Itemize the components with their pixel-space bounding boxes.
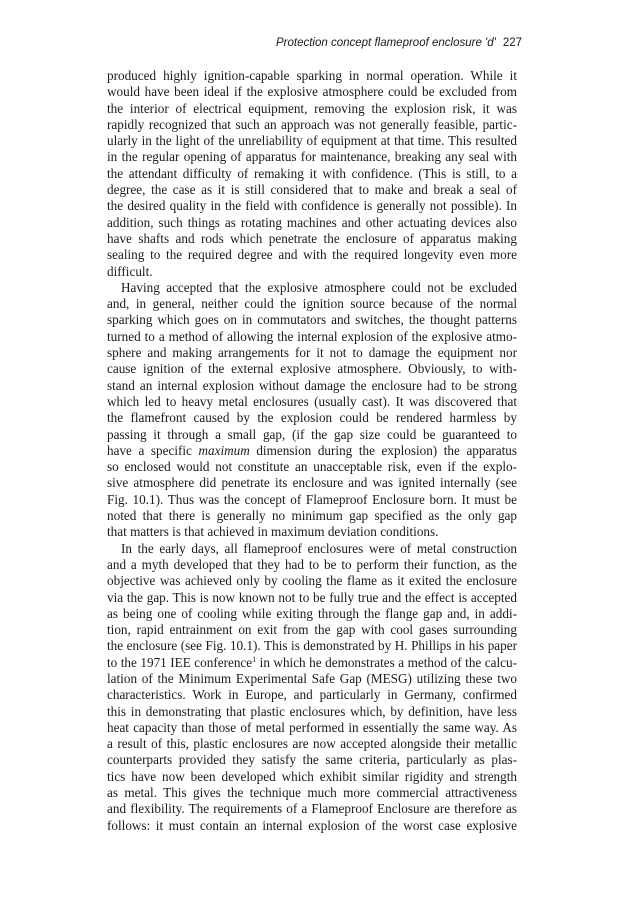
text-segment: in which he demonstrates a method of the calcu-: [256, 654, 517, 670]
text-line: cause ignition of the external explosive atmosphere. Obviously, to with-: [107, 361, 517, 377]
text-line: the enclosure (see Fig. 10.1). This is demonstrated by H. Phillips in his paper: [107, 638, 517, 654]
text-line: sealing to the required degree and with the required longevity even more: [107, 247, 517, 263]
text-line: stand an internal explosion without damage the enclosure had to be strong: [107, 377, 517, 393]
text-line: addition, such things as rotating machines and other actuating devices also: [107, 214, 517, 230]
text-line: would have been ideal if the explosive atmosphere could be excluded from: [107, 84, 517, 100]
text-line: passing it through a small gap, (if the gap size could be guaranteed to: [107, 426, 517, 442]
running-title: Protection concept flameproof enclosure 'd': [276, 37, 496, 49]
text-line: ularly in the light of the unreliability of equipment at that time. This resulted: [107, 133, 517, 149]
text-line: sive atmosphere did penetrate its enclosure and was ignited internally (see: [107, 475, 517, 491]
text-line: via the gap. This is now known not to be fully true and the effect is accepted: [107, 589, 517, 605]
text-line: heat capacity than those of metal performed in essentially the same way. As: [107, 719, 517, 735]
text-line: a result of this, plastic enclosures are now accepted alongside their metallic: [107, 736, 517, 752]
emphasis: maximum: [198, 442, 250, 458]
text-line: difficult.: [107, 263, 153, 279]
text-line: sparking which goes on in commutators and switches, the thought patterns: [107, 312, 517, 328]
text-line: as metal. This gives the technique much more commercial attractiveness: [107, 785, 517, 801]
text-line: Fig. 10.1). Thus was the concept of Flameproof Enclosure born. It must be: [107, 491, 517, 507]
text-line: so enclosed would not constitute an unacceptable risk, even if the explo-: [107, 459, 517, 475]
page-number: 227: [502, 37, 523, 49]
text-line: have shafts and rods which penetrate the enclosure of apparatus making: [107, 230, 517, 246]
text-line: sphere and making arrangements for it not to damage the equipment nor: [107, 345, 517, 361]
text-line: and flexibility. The requirements of a Flameproof Enclosure are therefore as: [107, 801, 517, 817]
text-line: the desired quality in the field with confidence is generally not possible). In: [107, 198, 517, 214]
text-line: in the regular opening of apparatus for maintenance, breaking any seal with: [107, 149, 517, 165]
text-line: produced highly ignition-capable sparking in normal operation. While it: [107, 68, 517, 83]
text-line: this in demonstrating that plastic enclosures which, by definition, have less: [107, 703, 517, 719]
text-segment: have a specific: [107, 442, 199, 458]
text-line: the attendant difficulty of remaking it with confidence. (This is still, to a: [107, 165, 517, 181]
text-line: degree, the case as it is still considered that to make and break a seal of: [107, 182, 517, 198]
text-line: the interior of electrical equipment, removing the explosion risk, it was: [107, 100, 517, 116]
text-line: objective was achieved only by cooling the flame as it exited the enclosure: [107, 573, 517, 589]
text-segment: dimension during the explosion) the apparatus: [249, 442, 517, 458]
text-line: In the early days, all flameproof enclosures were of metal construction: [121, 540, 517, 556]
text-line: counterparts provided they satisfy the same criteria, particularly as plas-: [107, 752, 517, 768]
text-line: characteristics. Work in Europe, and particularly in Germany, confirmed: [107, 687, 517, 703]
running-header: [276, 37, 523, 49]
text-line: and, in general, neither could the ignition source because of the normal: [107, 296, 517, 312]
body-text: [107, 68, 517, 834]
text-line: which led to heavy metal enclosures (usually cast). It was discovered that: [107, 393, 517, 409]
footnote-ref: 1: [252, 654, 257, 664]
text-line: rapidly recognized that such an approach was not generally feasible, partic-: [107, 116, 517, 132]
text-segment: to the 1971 IEE conference: [107, 654, 253, 670]
text-line: turned to a method of allowing the internal explosion of the explosive atmo-: [107, 328, 517, 344]
text-line: the flamefront caused by the explosion could be rendered harmless by: [107, 410, 517, 426]
text-line: as being one of cooling while exiting through the flange gap and, in addi-: [107, 605, 517, 621]
text-line: Having accepted that the explosive atmosphere could not be excluded: [121, 279, 517, 295]
text-line: follows: it must contain an internal explosion of the worst case explosive: [107, 817, 517, 833]
text-line: and a myth developed that they had to be to perform their function, as the: [107, 556, 517, 572]
text-line: noted that there is generally no minimum gap specified as the only gap: [107, 508, 517, 524]
text-line: that matters is that achieved in maximum deviation conditions.: [107, 524, 439, 540]
text-line: [107, 443, 517, 459]
text-line: [107, 655, 517, 671]
text-line: tics have now been developed which exhibit similar rigidity and strength: [107, 768, 517, 784]
text-line: lation of the Minimum Experimental Safe Gap (MESG) utilizing these two: [107, 670, 517, 686]
text-line: tion, rapid entrainment on exit from the gap with cool gases surrounding: [107, 622, 517, 638]
